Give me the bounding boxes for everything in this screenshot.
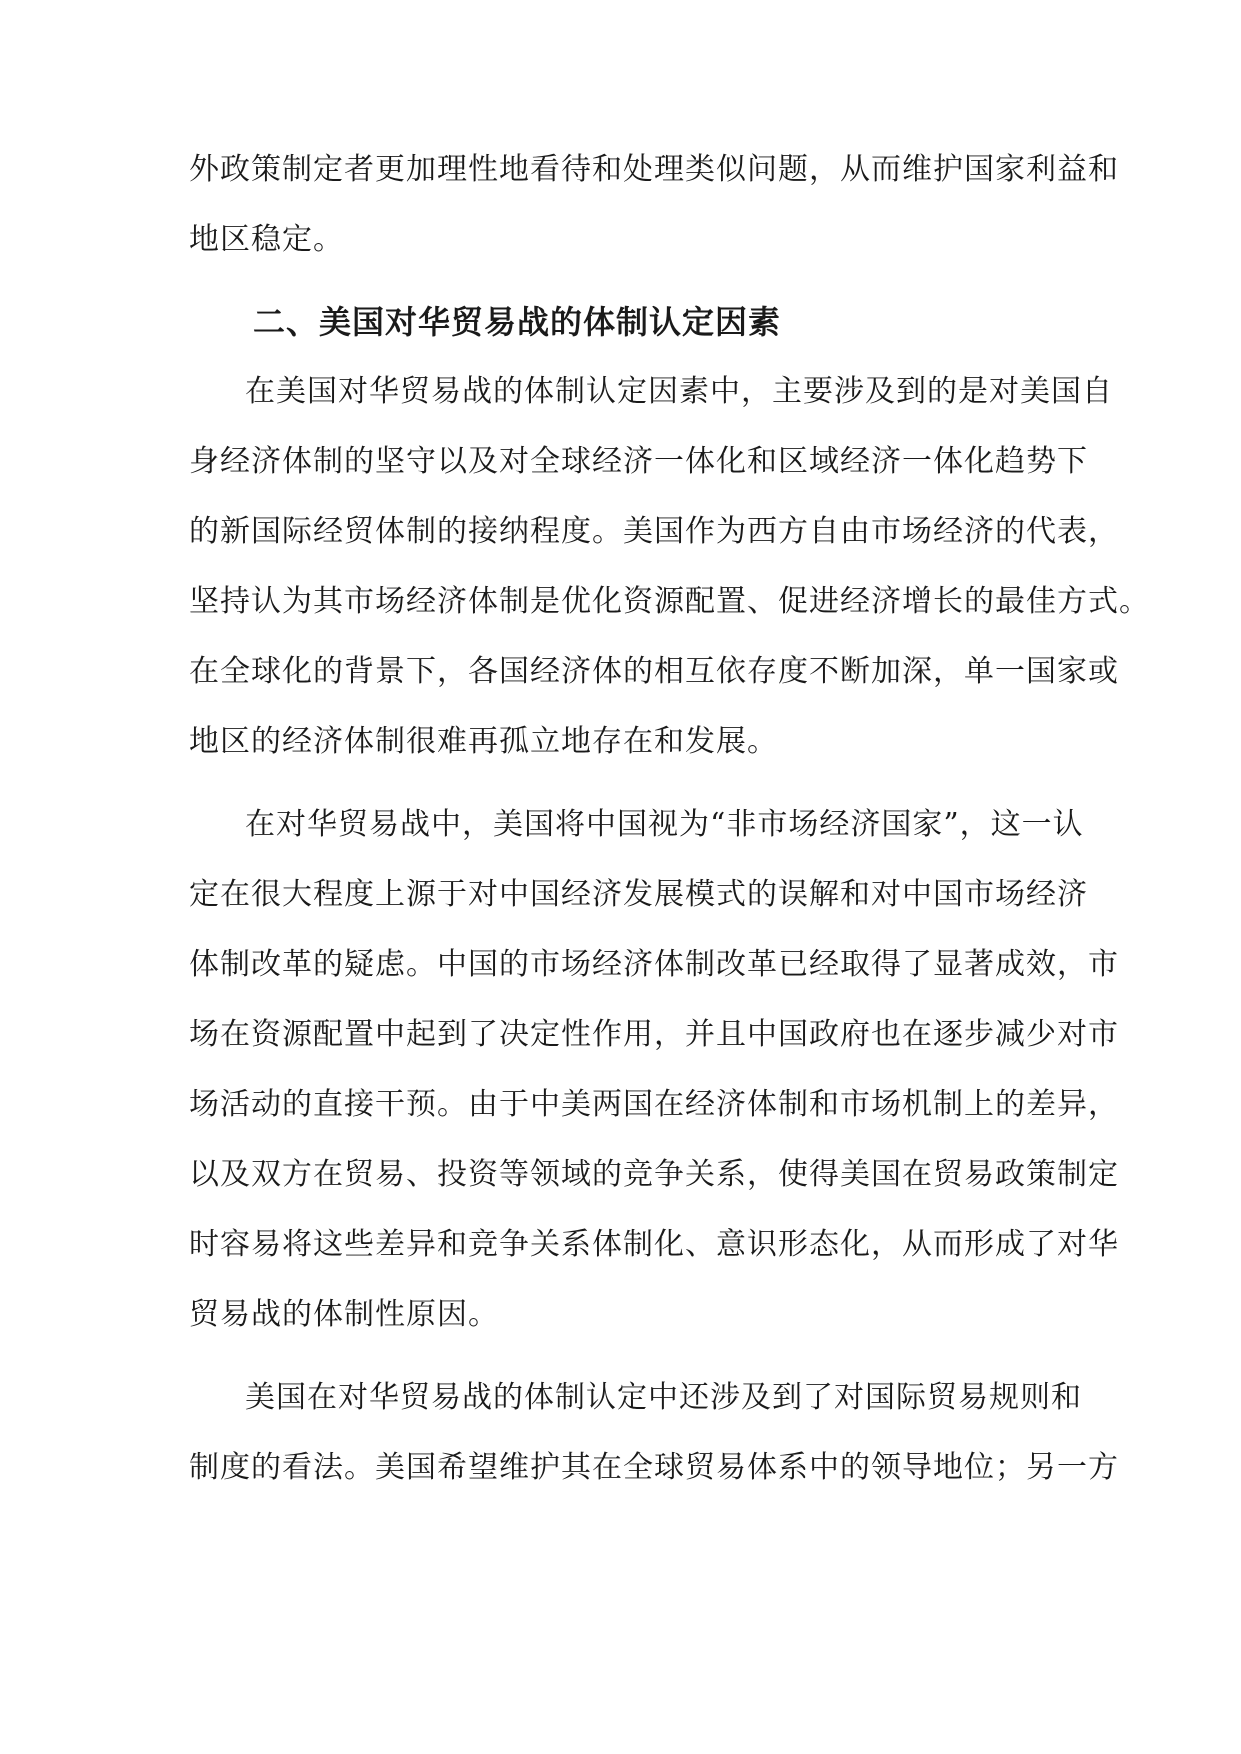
paragraph2-line-5: 场活动的直接干预。由于中美两国在经济体制和市场机制上的差异， <box>189 1087 1119 1122</box>
paragraph1-line-4: 坚持认为其市场经济体制是优化资源配置、促进经济增长的最佳方式。 <box>189 584 1150 619</box>
section-heading: 二、美国对华贸易战的体制认定因素 <box>253 303 782 341</box>
paragraph1-line-3: 的新国际经贸体制的接纳程度。美国作为西方自由市场经济的代表， <box>189 514 1119 549</box>
paragraph1-line-5: 在全球化的背景下，各国经济体的相互依存度不断加深，单一国家或 <box>189 654 1119 689</box>
paragraph2-line-1: 在对华贸易战中，美国将中国视为“非市场经济国家”，这一认 <box>245 807 1084 842</box>
paragraph2-line-4: 场在资源配置中起到了决定性作用，并且中国政府也在逐步减少对市 <box>189 1017 1119 1052</box>
paragraph2-line-6: 以及双方在贸易、投资等领域的竞争关系，使得美国在贸易政策制定 <box>189 1157 1119 1192</box>
paragraph1-line-2: 身经济体制的坚守以及对全球经济一体化和区域经济一体化趋势下 <box>189 444 1088 479</box>
intro-line-1: 外政策制定者更加理性地看待和处理类似问题，从而维护国家利益和 <box>189 152 1119 187</box>
paragraph2-line-2: 定在很大程度上源于对中国经济发展模式的误解和对中国市场经济 <box>189 877 1088 912</box>
intro-line-2: 地区稳定。 <box>189 222 344 257</box>
paragraph2-line-7: 时容易将这些差异和竞争关系体制化、意识形态化，从而形成了对华 <box>189 1227 1119 1262</box>
paragraph2-line-8: 贸易战的体制性原因。 <box>189 1297 499 1332</box>
paragraph3-line-2: 制度的看法。美国希望维护其在全球贸易体系中的领导地位；另一方 <box>189 1450 1119 1485</box>
paragraph1-line-6: 地区的经济体制很难再孤立地存在和发展。 <box>189 724 778 759</box>
paragraph2-line-3: 体制改革的疑虑。中国的市场经济体制改革已经取得了显著成效，市 <box>189 947 1119 982</box>
paragraph3-line-1: 美国在对华贸易战的体制认定中还涉及到了对国际贸易规则和 <box>245 1380 1082 1415</box>
paragraph1-line-1: 在美国对华贸易战的体制认定因素中，主要涉及到的是对美国自 <box>245 374 1113 409</box>
